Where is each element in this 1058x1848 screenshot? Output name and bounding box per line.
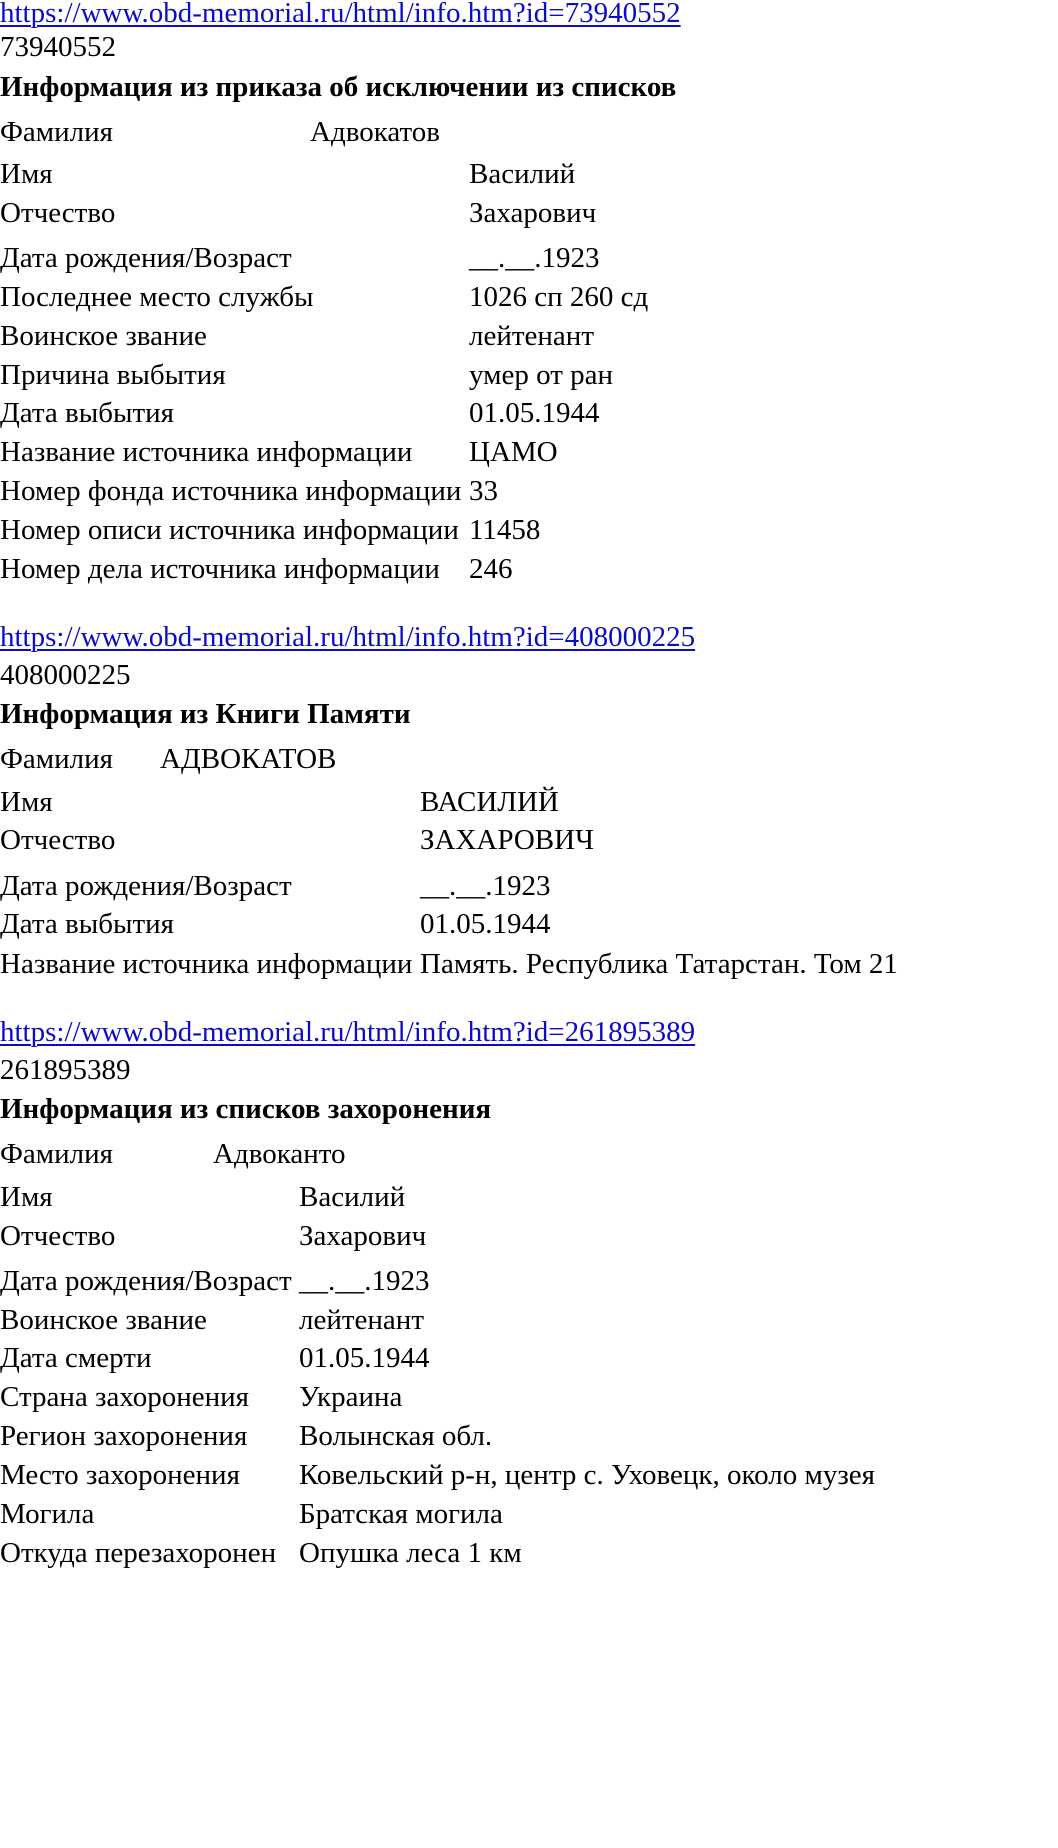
field-label: Дата выбытия xyxy=(0,397,174,429)
field-value: __.__.1923 xyxy=(469,242,600,274)
field-label: Дата рождения/Возраст xyxy=(0,242,292,274)
field-label: Имя xyxy=(0,786,53,818)
field-value: Ковельский р-н, центр с. Уховецк, около музея xyxy=(299,1459,875,1491)
field-value: Украина xyxy=(299,1381,403,1413)
record-3-heading: Информация из списков захоронения xyxy=(0,1093,492,1125)
record-3-link[interactable]: https://www.obd-memorial.ru/html/info.htm?id=261895389 xyxy=(0,1016,696,1048)
field-label: Страна захоронения xyxy=(0,1381,249,1413)
record-1-link[interactable]: https://www.obd-memorial.ru/html/info.htm?id=73940552 xyxy=(0,0,681,29)
field-label: Дата смерти xyxy=(0,1342,152,1374)
field-label: Фамилия xyxy=(0,743,113,775)
field-label: Воинское звание xyxy=(0,1304,207,1336)
field-label: Имя xyxy=(0,158,53,190)
field-label: Отчество xyxy=(0,1220,116,1252)
field-value: __.__.1923 xyxy=(420,870,551,902)
field-label: Фамилия xyxy=(0,116,113,148)
record-2-link[interactable]: https://www.obd-memorial.ru/html/info.htm?id=408000225 xyxy=(0,621,696,653)
field-label: Название источника информации xyxy=(0,436,413,468)
field-value: умер от ран xyxy=(469,359,614,391)
field-label: Причина выбытия xyxy=(0,359,226,391)
field-label: Номер дела источника информации xyxy=(0,553,440,585)
field-value: ВАСИЛИЙ xyxy=(420,786,559,818)
field-value: Василий xyxy=(299,1181,406,1213)
field-label: Номер фонда источника информации xyxy=(0,475,462,507)
record-2-id: 408000225 xyxy=(0,659,131,691)
field-label: Имя xyxy=(0,1181,53,1213)
record-1-heading: Информация из приказа об исключении из списков xyxy=(0,71,677,103)
field-value: Адвоканто xyxy=(213,1138,346,1170)
field-label: Дата выбытия xyxy=(0,908,174,940)
field-value: 33 xyxy=(469,475,498,507)
field-label: Последнее место службы xyxy=(0,281,314,313)
field-value: 01.05.1944 xyxy=(299,1342,430,1374)
field-value: Захарович xyxy=(299,1220,427,1252)
field-value: Захарович xyxy=(469,197,597,229)
field-value: 1026 сп 260 сд xyxy=(469,281,649,313)
field-value: Адвокатов xyxy=(310,116,440,148)
field-label: Фамилия xyxy=(0,1138,113,1170)
field-label: Воинское звание xyxy=(0,320,207,352)
field-label: Могила xyxy=(0,1498,95,1530)
field-value: 01.05.1944 xyxy=(469,397,600,429)
field-value: лейтенант xyxy=(299,1304,424,1336)
field-value: Память. Республика Татарстан. Том 21 xyxy=(420,948,898,980)
field-label: Откуда перезахоронен xyxy=(0,1537,277,1569)
field-value: ЦАМО xyxy=(469,436,558,468)
field-value: 01.05.1944 xyxy=(420,908,551,940)
field-label: Отчество xyxy=(0,197,116,229)
field-value: __.__.1923 xyxy=(299,1265,430,1297)
field-value: Братская могила xyxy=(299,1498,503,1530)
field-value: 246 xyxy=(469,553,513,585)
field-value: ЗАХАРОВИЧ xyxy=(420,824,594,856)
field-label: Отчество xyxy=(0,824,116,856)
field-label: Регион захоронения xyxy=(0,1420,248,1452)
field-label: Место захоронения xyxy=(0,1459,240,1491)
field-value: АДВОКАТОВ xyxy=(160,743,337,775)
field-value: 11458 xyxy=(469,514,541,546)
record-1-id: 73940552 xyxy=(0,31,116,63)
field-value: Волынская обл. xyxy=(299,1420,493,1452)
record-3-id: 261895389 xyxy=(0,1054,131,1086)
field-label: Номер описи источника информации xyxy=(0,514,459,546)
field-label: Название источника информации xyxy=(0,948,413,980)
field-label: Дата рождения/Возраст xyxy=(0,870,292,902)
record-2-heading: Информация из Книги Памяти xyxy=(0,698,411,730)
field-label: Дата рождения/Возраст xyxy=(0,1265,292,1297)
field-value: лейтенант xyxy=(469,320,594,352)
field-value: Опушка леса 1 км xyxy=(299,1537,522,1569)
field-value: Василий xyxy=(469,158,576,190)
